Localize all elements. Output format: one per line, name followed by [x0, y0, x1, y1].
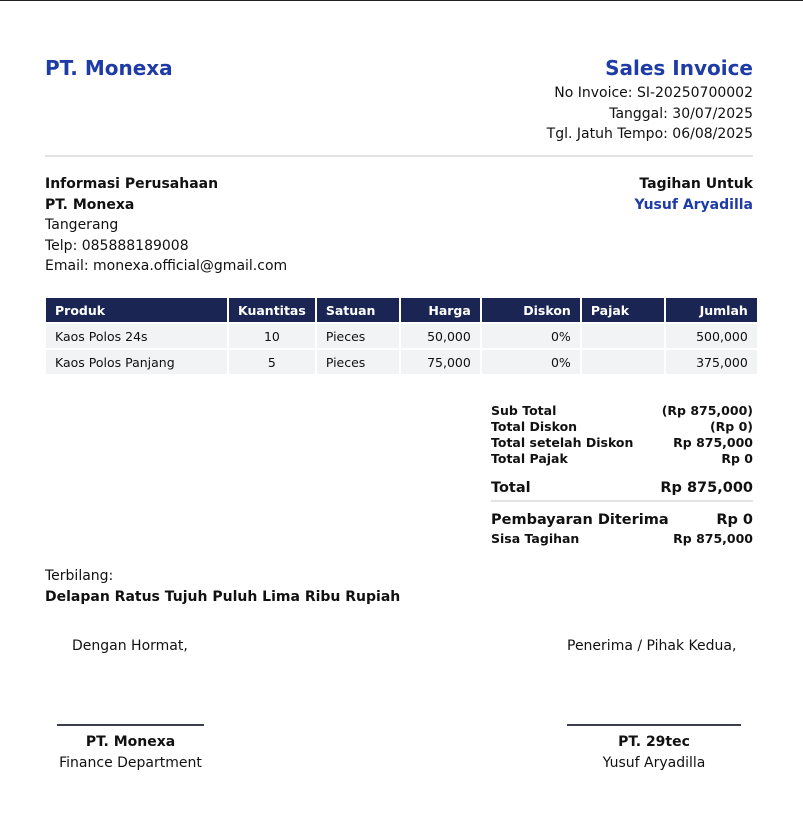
cell-diskon: 0%: [482, 350, 580, 374]
col-header-produk: Produk: [46, 298, 227, 322]
col-header-jumlah: Jumlah: [666, 298, 757, 322]
cell-pajak: [582, 324, 664, 348]
company-info-email: Email: monexa.official@gmail.com: [45, 258, 288, 274]
invoice-meta: [547, 83, 753, 145]
cell-satuan: Pieces: [317, 324, 399, 348]
balance-label: Sisa Tagihan: [491, 531, 580, 546]
cell-pajak: [582, 350, 664, 374]
col-header-diskon: Diskon: [482, 298, 580, 322]
table-row: [46, 350, 757, 374]
header-divider: [45, 155, 753, 157]
discount-label: Total Diskon: [491, 419, 578, 434]
signature-right-name: PT. 29tec: [618, 734, 690, 750]
summary-paid: [491, 510, 753, 530]
paid-label: Pembayaran Diterima: [491, 512, 669, 528]
signature-left-name: PT. Monexa: [85, 734, 176, 750]
total-label: Total: [491, 480, 531, 496]
signature-right-role: Yusuf Aryadilla: [602, 754, 706, 771]
cell-diskon: 0%: [482, 324, 580, 348]
col-header-satuan: Satuan: [317, 298, 399, 322]
invoice-number: No Invoice: SI-20250700002: [554, 85, 753, 101]
terbilang-label: Terbilang:: [45, 568, 114, 584]
summary-after-discount: [491, 435, 753, 451]
col-header-kuantitas: Kuantitas: [229, 298, 315, 322]
company-info-heading: Informasi Perusahaan: [45, 176, 219, 192]
signature-right: [567, 724, 741, 773]
cell-produk: Kaos Polos Panjang: [46, 350, 227, 374]
bill-to-heading: Tagihan Untuk: [639, 176, 753, 192]
cell-jumlah: 375,000: [666, 350, 757, 374]
company-info-name: PT. Monexa: [45, 196, 135, 213]
company-info: [45, 174, 287, 277]
table-row: [46, 324, 757, 348]
terbilang-value: Delapan Ratus Tujuh Puluh Lima Ribu Rupiah: [45, 589, 401, 605]
items-table: [44, 296, 759, 376]
paid-value: Rp 0: [716, 512, 753, 528]
signature-line-right: [567, 724, 741, 726]
after-discount-label: Total setelah Diskon: [491, 435, 634, 450]
signature-left: [57, 724, 204, 773]
greeting-right: Penerima / Pihak Kedua,: [567, 638, 737, 654]
page-top-border: [0, 0, 803, 1]
company-info-phone: Telp: 085888189008: [45, 237, 189, 254]
greeting-left: Dengan Hormat,: [72, 638, 188, 654]
cell-kuantitas: 5: [229, 350, 315, 374]
after-discount-value: Rp 875,000: [673, 435, 753, 450]
cell-produk: Kaos Polos 24s: [46, 324, 227, 348]
signature-left-role: Finance Department: [59, 754, 202, 771]
summary-tax: [491, 451, 753, 467]
summary-discount: [491, 419, 753, 435]
total-value: Rp 875,000: [660, 480, 753, 496]
cell-jumlah: 500,000: [666, 324, 757, 348]
company-title: PT. Monexa: [45, 56, 173, 80]
cell-kuantitas: 10: [229, 324, 315, 348]
invoice-summary: [491, 403, 753, 547]
bill-to: [634, 174, 753, 215]
company-info-city: Tangerang: [45, 217, 119, 233]
col-header-harga: Harga: [401, 298, 480, 322]
tax-value: Rp 0: [721, 451, 753, 466]
discount-value: (Rp 0): [709, 419, 753, 434]
col-header-pajak: Pajak: [582, 298, 664, 322]
signature-line-left: [57, 724, 204, 726]
document-title: Sales Invoice: [605, 56, 753, 80]
cell-harga: 50,000: [401, 324, 480, 348]
cell-harga: 75,000: [401, 350, 480, 374]
table-header-row: [46, 298, 757, 322]
balance-value: Rp 875,000: [673, 531, 753, 546]
cell-satuan: Pieces: [317, 350, 399, 374]
invoice-date: Tanggal: 30/07/2025: [609, 105, 753, 122]
summary-total: [491, 478, 753, 502]
summary-balance: [491, 530, 753, 547]
summary-subtotal: [491, 403, 753, 419]
subtotal-label: Sub Total: [491, 403, 557, 418]
tax-label: Total Pajak: [491, 451, 568, 466]
bill-to-customer: Yusuf Aryadilla: [634, 196, 753, 213]
invoice-due-date: Tgl. Jatuh Tempo: 06/08/2025: [546, 126, 753, 142]
subtotal-value: (Rp 875,000): [661, 403, 753, 418]
